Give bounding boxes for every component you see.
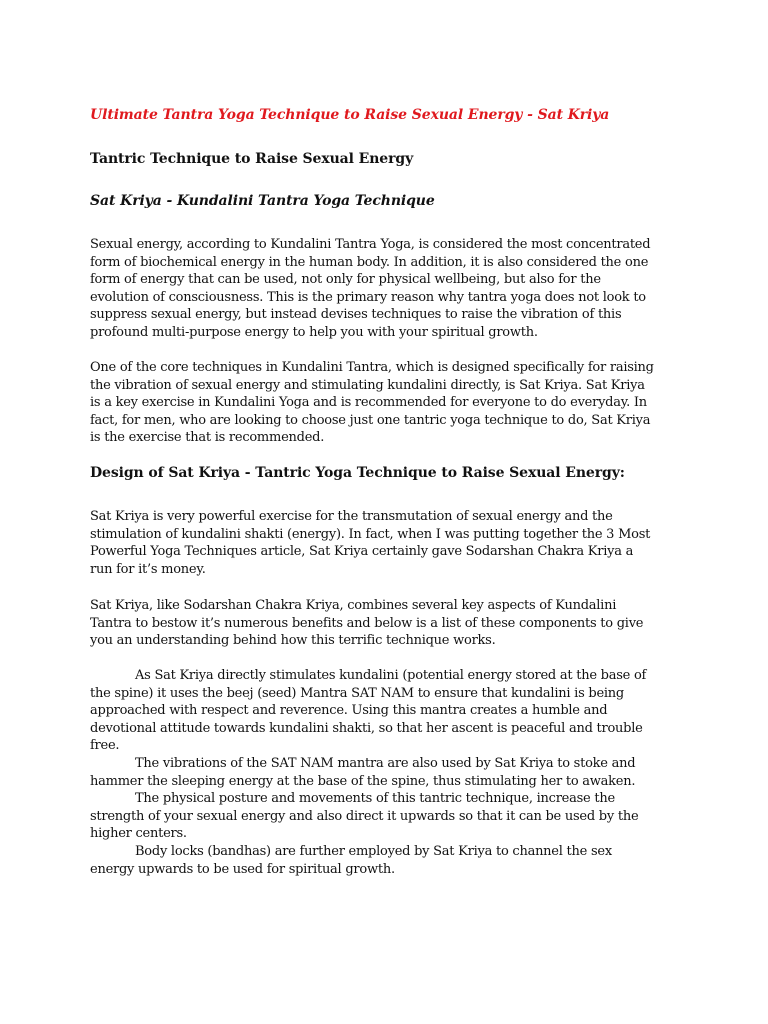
list-item-body-locks [90, 843, 612, 878]
text-line: you an understanding behind how this terrific technique works. [90, 633, 496, 649]
text-line: Sat Kriya, like Sodarshan Chakra Kriya, combines several key aspects of Kundalini [90, 598, 617, 613]
text-line: evolution of consciousness. This is the primary reason why tantra yoga does not look to [90, 289, 646, 305]
text-line: Sexual energy, according to Kundalini Tantra Yoga, is considered the most concentrated [90, 237, 651, 252]
text-line: Body locks (bandhas) are further employed by Sat Kriya to channel the sex [135, 844, 612, 859]
text-line: form of biochemical energy in the human body. In addition, it is also considered the one [90, 254, 649, 270]
text-line: The vibrations of the SAT NAM mantra are also used by Sat Kriya to stoke and [135, 756, 636, 771]
text-line: suppress sexual energy, but instead devises techniques to raise the vibration of this [90, 307, 622, 323]
text-line: Sat Kriya is very powerful exercise for the transmutation of sexual energy and the [90, 509, 613, 524]
text-line: As Sat Kriya directly stimulates kundalini (potential energy stored at the base of [135, 668, 647, 683]
heading-design-of-sat-kriya: Design of Sat Kriya - Tantric Yoga Technique to Raise Sexual Energy: [90, 465, 625, 481]
text-line: approached with respect and reverence. Using this mantra creates a humble and [90, 703, 608, 719]
text-line: Tantra to bestow it’s numerous benefits and below is a list of these components to give [90, 615, 644, 631]
text-line: higher centers. [90, 826, 187, 842]
text-line: Powerful Yoga Techniques article, Sat Kriya certainly gave Sodarshan Chakra Kriya a [90, 544, 634, 560]
text-line: devotional attitude towards kundalini shakti, so that her ascent is peaceful and trouble [90, 720, 643, 736]
text-line: The physical posture and movements of this tantric technique, increase the [135, 791, 615, 806]
text-line: free. [90, 738, 120, 754]
text-line: hammer the sleeping energy at the base of the spine, thus stimulating her to awaken. [90, 773, 636, 789]
text-line: the spine) it uses the beej (seed) Mantra SAT NAM to ensure that kundalini is being [90, 685, 624, 701]
text-line: strength of your sexual energy and also direct it upwards so that it can be used by the [90, 808, 639, 824]
text-line: energy upwards to be used for spiritual growth. [90, 861, 395, 877]
text-line: the vibration of sexual energy and stimulating kundalini directly, is Sat Kriya. Sat Kriya [90, 377, 645, 393]
heading-tantric-technique: Tantric Technique to Raise Sexual Energy [90, 151, 414, 167]
text-line: stimulation of kundalini shakti (energy). In fact, when I was putting together the 3 Most [90, 526, 651, 542]
text-line: is a key exercise in Kundalini Yoga and is recommended for everyone to do everyday. In [90, 395, 647, 411]
paragraph-sexual-energy [90, 236, 650, 342]
document-title: Ultimate Tantra Yoga Technique to Raise Sexual Energy - Sat Kriya [90, 107, 610, 123]
list-item-beej-mantra [90, 667, 646, 755]
list-item-vibrations [90, 755, 635, 790]
text-line: is the exercise that is recommended. [90, 430, 325, 446]
heading-sat-kriya: Sat Kriya - Kundalini Tantra Yoga Technique [90, 193, 435, 209]
list-item-physical-posture [90, 790, 638, 843]
text-line: run for it’s money. [90, 561, 206, 577]
paragraph-components [90, 597, 643, 650]
paragraph-transmutation [90, 508, 650, 578]
text-line: form of energy that can be used, not only for physical wellbeing, but also for the [90, 272, 601, 288]
paragraph-core-techniques [90, 359, 654, 447]
text-line: fact, for men, who are looking to choose just one tantric yoga technique to do, Sat Kriya [90, 412, 651, 428]
text-line: One of the core techniques in Kundalini Tantra, which is designed specifically for raising [90, 360, 654, 375]
text-line: profound multi-purpose energy to help you with your spiritual growth. [90, 324, 538, 340]
